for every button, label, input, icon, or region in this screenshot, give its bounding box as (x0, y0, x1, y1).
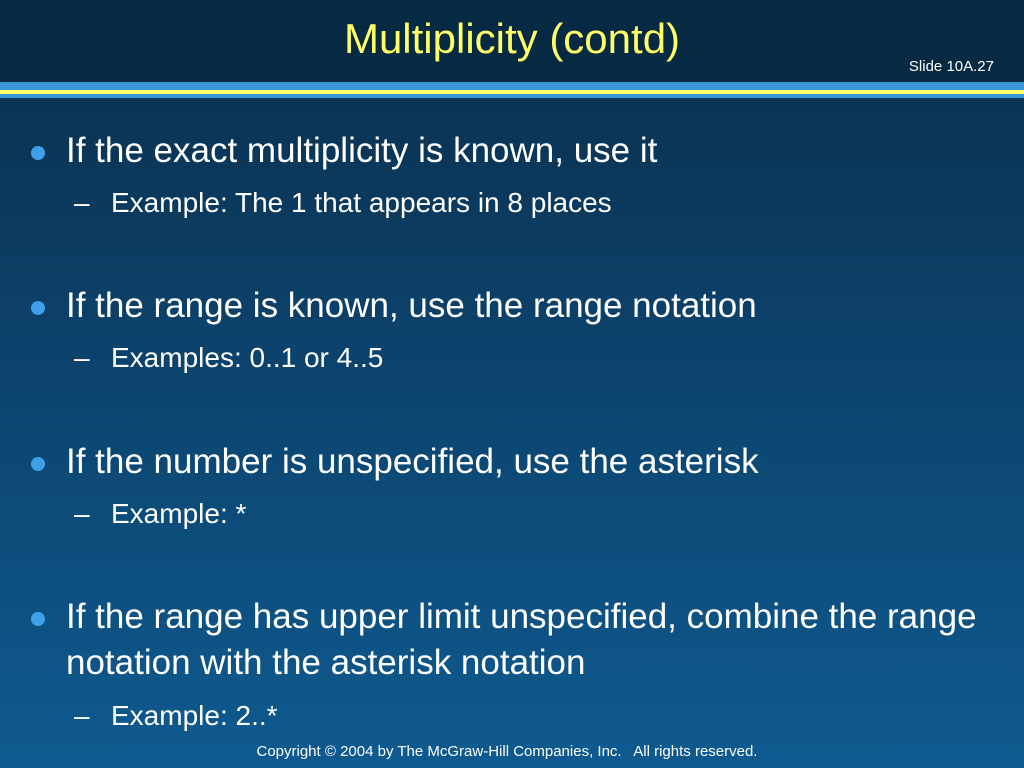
sub-bullet-text: Example: The 1 that appears in 8 places (111, 187, 612, 218)
bullet-text: If the exact multiplicity is known, use it (66, 131, 658, 170)
bullet-dot-icon (31, 457, 45, 471)
slide-title: Multiplicity (contd) (343, 15, 681, 62)
sub-bullet-text: Examples: 0..1 or 4..5 (111, 342, 384, 373)
dash-icon: – (74, 700, 90, 731)
bullet-text: If the range is known, use the range notation (66, 286, 757, 325)
bullet-text: If the number is unspecified, use the asterisk (66, 442, 759, 481)
title-divider-blue (0, 82, 1024, 90)
dash-icon: – (74, 498, 90, 529)
copyright-footer: Copyright © 2004 by The McGraw-Hill Companies, Inc. All rights reserved. (256, 743, 758, 760)
bullet-text: If the range has upper limit unspecified, combine the range notation with the asterisk notation (66, 597, 977, 682)
sub-bullet-text: Example: 2..* (111, 700, 278, 731)
sub-bullet-text: Example: * (111, 498, 247, 529)
slide-number: Slide 10A.27 (908, 58, 994, 75)
bullet-dot-icon (31, 301, 45, 315)
bullet-dot-icon (31, 612, 45, 626)
title-divider-blue-lower (0, 94, 1024, 98)
bullet-dot-icon (31, 146, 45, 160)
dash-icon: – (74, 187, 90, 218)
dash-icon: – (74, 342, 90, 373)
